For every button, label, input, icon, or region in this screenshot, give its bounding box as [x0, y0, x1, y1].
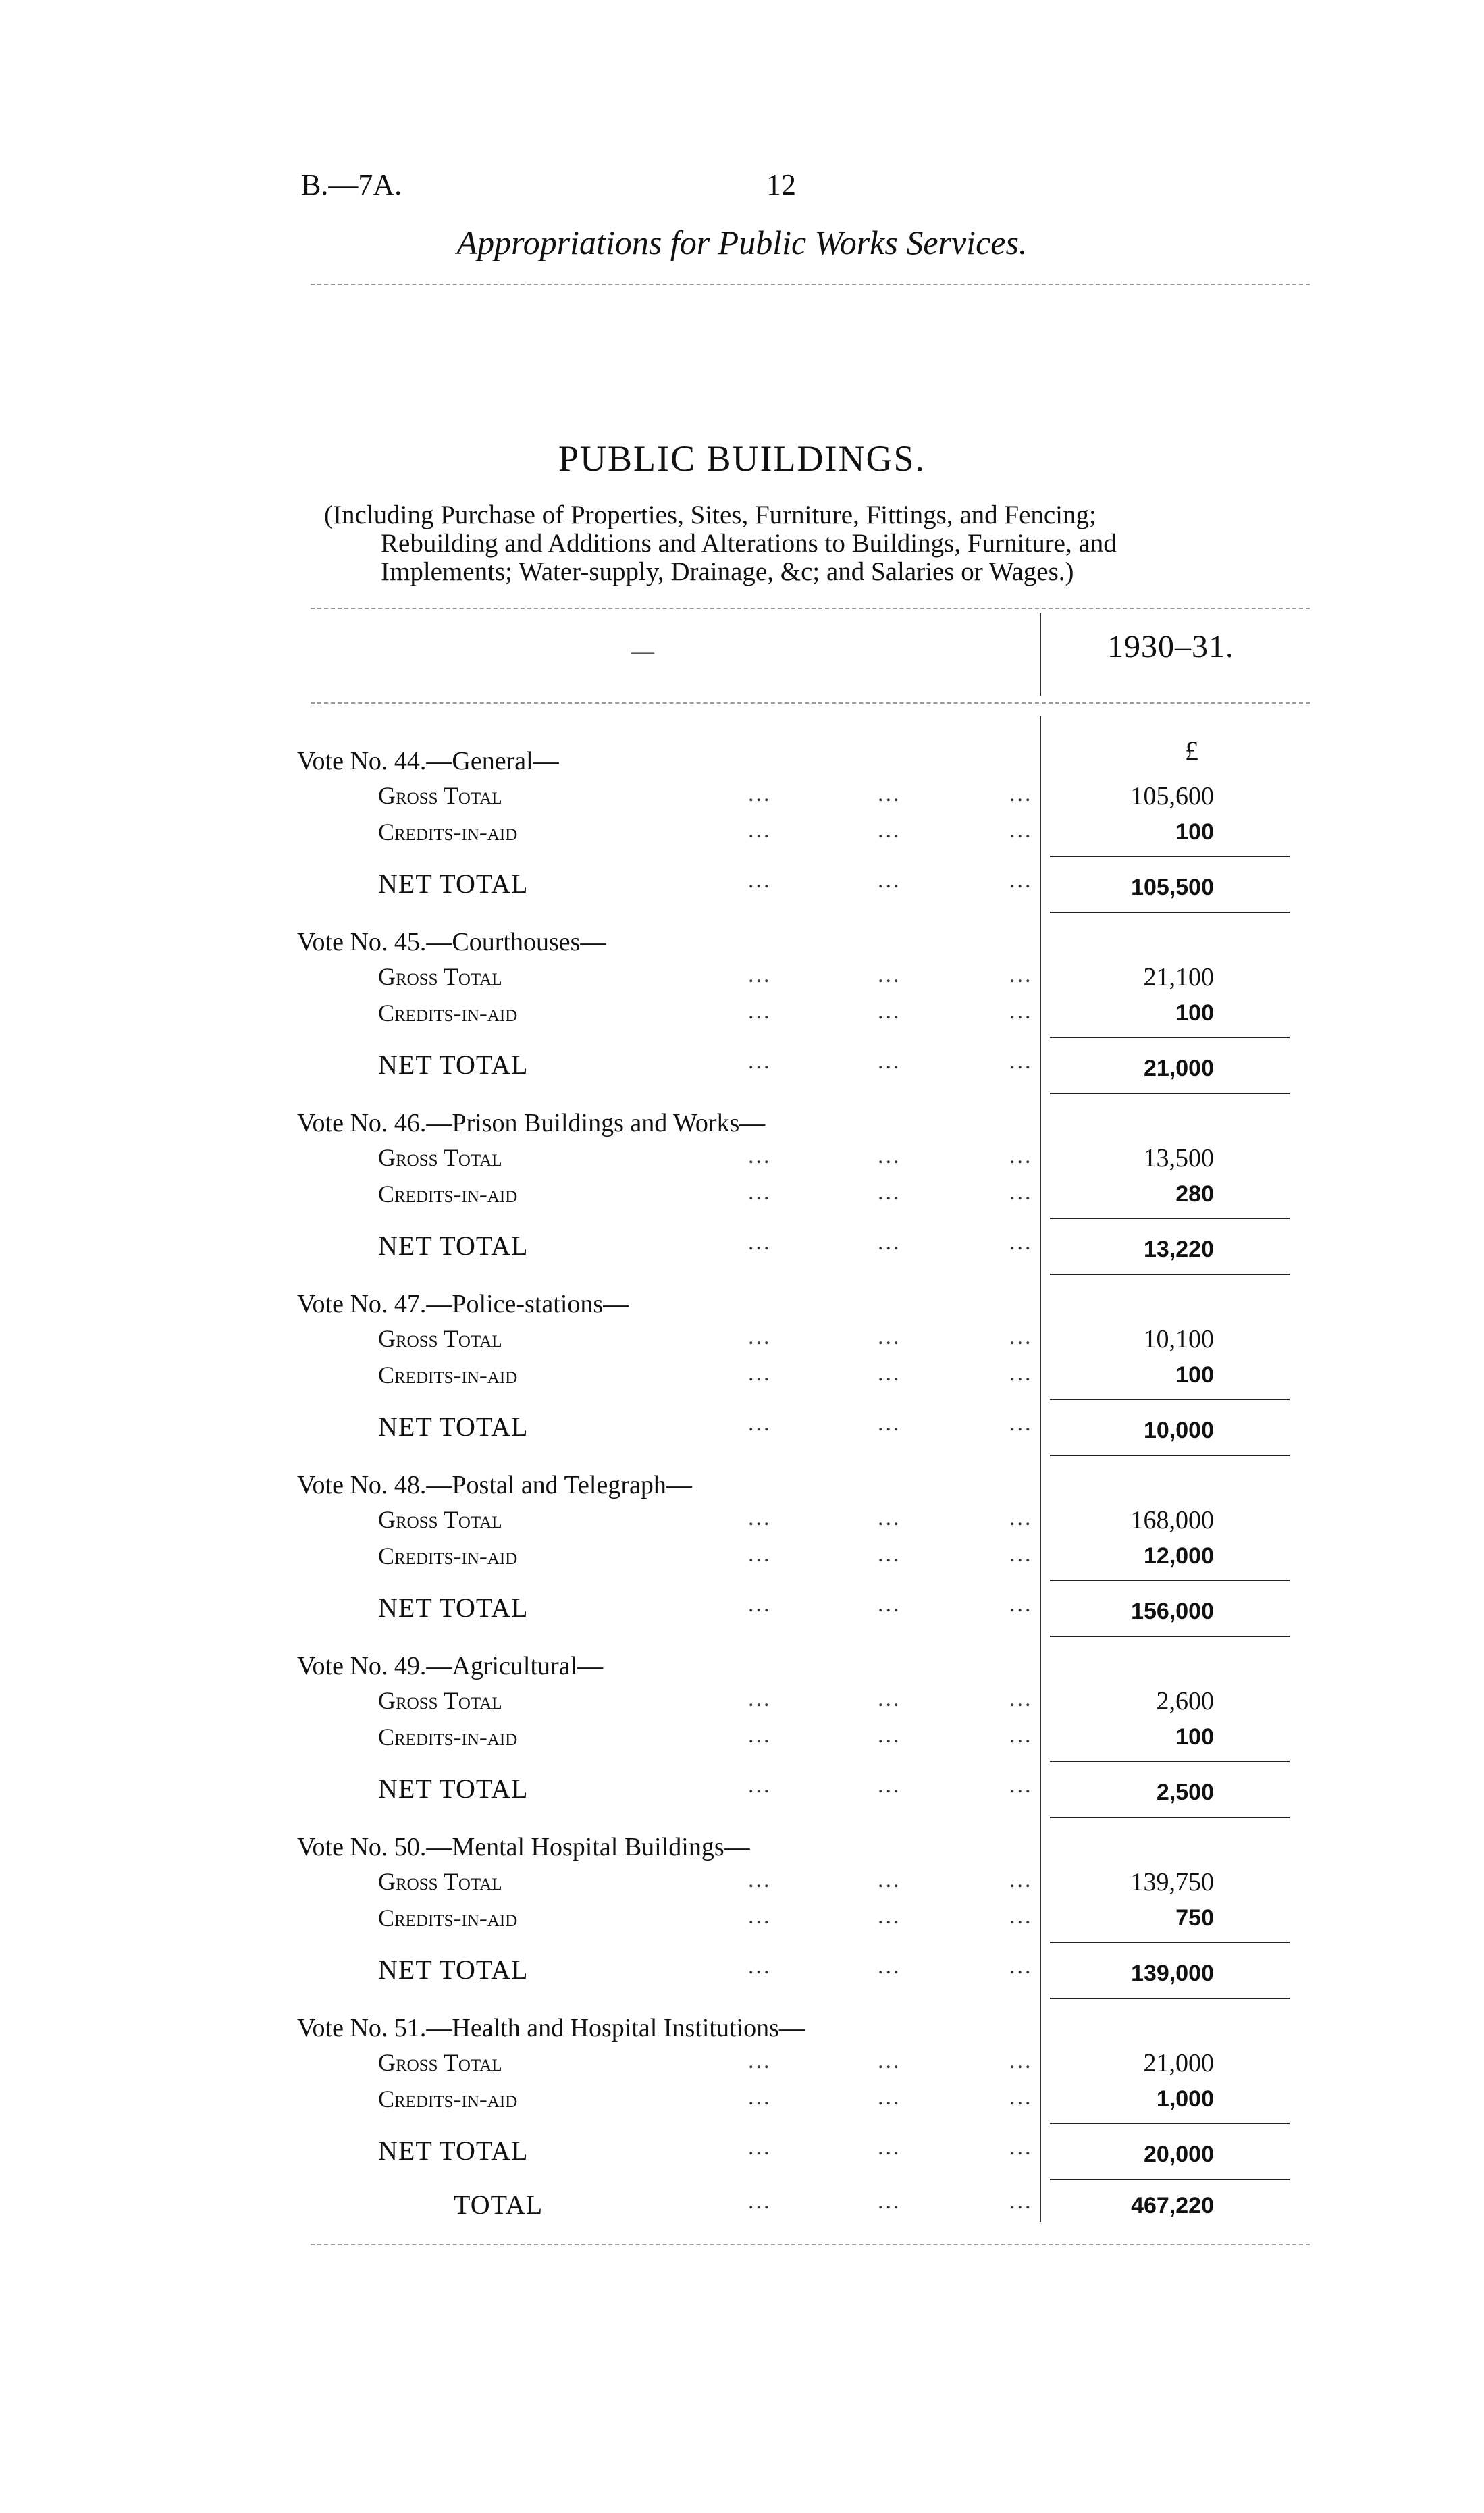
- subtotal-rule: [1050, 2123, 1290, 2124]
- net-total-rule: [1050, 1093, 1290, 1094]
- gross-total-dots: ...: [748, 1324, 772, 1349]
- gross-total-dots: ...: [1009, 962, 1033, 987]
- credits-in-aid-dots: ...: [878, 818, 901, 843]
- description-line: Rebuilding and Additions and Alterations to Buildings, Furniture, and: [381, 529, 1117, 558]
- credits-in-aid-value: 100: [1175, 1362, 1214, 1388]
- credits-in-aid-label: Credits-in-aid: [378, 819, 518, 846]
- gross-total-label: Gross Total: [378, 2049, 502, 2076]
- gross-total-dots: ...: [1009, 2048, 1033, 2073]
- gross-total-value: 10,100: [1143, 1325, 1214, 1353]
- net-total-value: 156,000: [1131, 1599, 1214, 1624]
- gross-total-label: Gross Total: [378, 1868, 502, 1895]
- credits-in-aid-value: 100: [1175, 1724, 1214, 1750]
- grand-total-label: TOTAL: [454, 2190, 544, 2220]
- net-total-dots: ...: [748, 1049, 772, 1074]
- grand-total-value: 467,220: [1131, 2193, 1214, 2219]
- subtotal-rule: [1050, 1580, 1290, 1581]
- gross-total-value: 168,000: [1130, 1506, 1214, 1534]
- currency-symbol: £: [1185, 735, 1198, 766]
- credits-in-aid-dots: ...: [1009, 1904, 1033, 1929]
- net-total-dots: ...: [1009, 1049, 1033, 1074]
- net-total-dots: ...: [748, 1592, 772, 1617]
- net-total-rule: [1050, 1455, 1290, 1456]
- header-bottom-rule: [311, 702, 1310, 704]
- gross-total-dots: ...: [1009, 1143, 1033, 1168]
- credits-in-aid-dots: ...: [878, 1361, 901, 1386]
- net-total-label: NET TOTAL: [378, 2135, 529, 2166]
- credits-in-aid-dots: ...: [878, 2085, 901, 2110]
- gross-total-value: 105,600: [1130, 782, 1214, 810]
- gross-total-dots: ...: [878, 2048, 901, 2073]
- net-total-value: 139,000: [1131, 1961, 1214, 1986]
- gross-total-dots: ...: [1009, 781, 1033, 806]
- credits-in-aid-dots: ...: [748, 2085, 772, 2110]
- description-line: (Including Purchase of Properties, Sites, Furniture, Fittings, and Fencing;: [324, 500, 1096, 529]
- gross-total-dots: ...: [748, 962, 772, 987]
- gross-total-dots: ...: [748, 2048, 772, 2073]
- credits-in-aid-label: Credits-in-aid: [378, 1362, 518, 1389]
- gross-total-dots: ...: [878, 1505, 901, 1530]
- gross-total-label: Gross Total: [378, 782, 502, 809]
- net-total-dots: ...: [1009, 868, 1033, 893]
- net-total-label: NET TOTAL: [378, 869, 529, 899]
- credits-in-aid-dots: ...: [878, 1542, 901, 1567]
- net-total-dots: ...: [748, 1773, 772, 1798]
- credits-in-aid-dots: ...: [748, 1904, 772, 1929]
- gross-total-label: Gross Total: [378, 1325, 502, 1352]
- page-number: 12: [766, 168, 796, 201]
- net-total-dots: ...: [748, 1411, 772, 1436]
- credits-in-aid-value: 12,000: [1144, 1543, 1214, 1569]
- net-total-rule: [1050, 1817, 1290, 1818]
- vote-heading: Vote No. 51.—Health and Hospital Institutions—: [297, 2014, 805, 2042]
- net-total-label: NET TOTAL: [378, 1050, 529, 1080]
- credits-in-aid-label: Credits-in-aid: [378, 1181, 518, 1208]
- credits-in-aid-dots: ...: [878, 1180, 901, 1205]
- gross-total-dots: ...: [748, 1867, 772, 1892]
- credits-in-aid-dots: ...: [1009, 2085, 1033, 2110]
- section-description: [324, 501, 1269, 586]
- credits-in-aid-dots: ...: [748, 818, 772, 843]
- vote-heading: Vote No. 48.—Postal and Telegraph—: [297, 1471, 692, 1499]
- vote-heading: Vote No. 47.—Police-stations—: [297, 1290, 629, 1318]
- gross-total-label: Gross Total: [378, 1687, 502, 1714]
- gross-total-dots: ...: [748, 1505, 772, 1530]
- net-total-dots: ...: [1009, 1773, 1033, 1798]
- credits-in-aid-dots: ...: [878, 1723, 901, 1748]
- section-title: PUBLIC BUILDINGS.: [558, 438, 926, 479]
- credits-in-aid-dots: ...: [1009, 999, 1033, 1024]
- column-divider: [1040, 613, 1041, 696]
- gross-total-dots: ...: [878, 781, 901, 806]
- table-bottom-rule: [311, 2244, 1310, 2245]
- description-line: Implements; Water-supply, Drainage, &c; and Salaries or Wages.): [381, 557, 1074, 586]
- credits-in-aid-dots: ...: [748, 1361, 772, 1386]
- net-total-value: 20,000: [1144, 2142, 1214, 2167]
- gross-total-value: 139,750: [1130, 1868, 1214, 1896]
- credits-in-aid-dots: ...: [1009, 1723, 1033, 1748]
- net-total-dots: ...: [1009, 1954, 1033, 1979]
- gross-total-dots: ...: [1009, 1686, 1033, 1711]
- net-total-dots: ...: [878, 1049, 901, 1074]
- header-rule: [311, 284, 1310, 285]
- credits-in-aid-dots: ...: [1009, 1542, 1033, 1567]
- vote-heading: Vote No. 50.—Mental Hospital Buildings—: [297, 1833, 750, 1861]
- credits-in-aid-dots: ...: [748, 1723, 772, 1748]
- grand-total-dots: ...: [878, 2189, 901, 2214]
- credits-in-aid-dots: ...: [1009, 1361, 1033, 1386]
- credits-in-aid-value: 1,000: [1156, 2086, 1214, 2112]
- credits-in-aid-dots: ...: [878, 999, 901, 1024]
- credits-in-aid-label: Credits-in-aid: [378, 1000, 518, 1027]
- gross-total-dots: ...: [878, 1686, 901, 1711]
- subtotal-rule: [1050, 1218, 1290, 1219]
- page-title: Appropriations for Public Works Services.: [456, 224, 1028, 261]
- net-total-rule: [1050, 2179, 1290, 2180]
- net-total-dots: ...: [878, 1773, 901, 1798]
- credits-in-aid-dots: ...: [748, 1542, 772, 1567]
- gross-total-dots: ...: [1009, 1324, 1033, 1349]
- gross-total-value: 21,000: [1143, 2049, 1214, 2077]
- credits-in-aid-dots: ...: [748, 1180, 772, 1205]
- net-total-rule: [1050, 1998, 1290, 1999]
- net-total-dots: ...: [878, 1411, 901, 1436]
- gross-total-dots: ...: [1009, 1867, 1033, 1892]
- credits-in-aid-label: Credits-in-aid: [378, 1905, 518, 1932]
- gross-total-value: 13,500: [1143, 1144, 1214, 1172]
- gross-total-dots: ...: [878, 1867, 901, 1892]
- net-total-value: 21,000: [1144, 1056, 1214, 1081]
- subtotal-rule: [1050, 1761, 1290, 1762]
- credits-in-aid-value: 280: [1175, 1181, 1214, 1207]
- net-total-value: 2,500: [1156, 1780, 1214, 1805]
- gross-total-dots: ...: [878, 962, 901, 987]
- year-column-header: 1930–31.: [1107, 629, 1234, 665]
- gross-total-dots: ...: [878, 1324, 901, 1349]
- net-total-dots: ...: [878, 2135, 901, 2160]
- net-total-rule: [1050, 1274, 1290, 1275]
- credits-in-aid-dots: ...: [748, 999, 772, 1024]
- net-total-value: 105,500: [1131, 875, 1214, 900]
- net-total-value: 13,220: [1144, 1237, 1214, 1262]
- net-total-label: NET TOTAL: [378, 1230, 529, 1261]
- credits-in-aid-value: 750: [1175, 1905, 1214, 1931]
- net-total-dots: ...: [878, 1592, 901, 1617]
- net-total-dots: ...: [878, 868, 901, 893]
- gross-total-value: 2,600: [1156, 1687, 1214, 1715]
- gross-total-dots: ...: [748, 781, 772, 806]
- subtotal-rule: [1050, 1399, 1290, 1400]
- subtotal-rule: [1050, 856, 1290, 857]
- credits-in-aid-dots: ...: [1009, 1180, 1033, 1205]
- vote-heading: Vote No. 45.—Courthouses—: [297, 928, 606, 956]
- net-total-dots: ...: [1009, 1592, 1033, 1617]
- vote-heading: Vote No. 46.—Prison Buildings and Works—: [297, 1109, 766, 1137]
- credits-in-aid-dots: ...: [1009, 818, 1033, 843]
- grand-total-dots: ...: [748, 2189, 772, 2214]
- gross-total-dots: ...: [748, 1143, 772, 1168]
- net-total-dots: ...: [1009, 1411, 1033, 1436]
- gross-total-dots: ...: [1009, 1505, 1033, 1530]
- credits-in-aid-label: Credits-in-aid: [378, 2085, 518, 2113]
- gross-total-label: Gross Total: [378, 1144, 502, 1171]
- vote-heading: Vote No. 49.—Agricultural—: [297, 1652, 604, 1680]
- net-total-dots: ...: [748, 1954, 772, 1979]
- table-top-rule: [311, 608, 1310, 609]
- gross-total-dots: ...: [878, 1143, 901, 1168]
- net-total-dots: ...: [1009, 2135, 1033, 2160]
- net-total-label: NET TOTAL: [378, 1411, 529, 1442]
- grand-total-dots: ...: [1009, 2189, 1033, 2214]
- credits-in-aid-label: Credits-in-aid: [378, 1724, 518, 1751]
- net-total-rule: [1050, 912, 1290, 913]
- net-total-dots: ...: [878, 1954, 901, 1979]
- net-total-label: NET TOTAL: [378, 1592, 529, 1623]
- credits-in-aid-label: Credits-in-aid: [378, 1543, 518, 1570]
- net-total-value: 10,000: [1144, 1418, 1214, 1443]
- credits-in-aid-value: 100: [1175, 1000, 1214, 1026]
- left-column-header: —: [631, 639, 654, 664]
- net-total-label: NET TOTAL: [378, 1773, 529, 1804]
- gross-total-value: 21,100: [1143, 963, 1214, 991]
- subtotal-rule: [1050, 1037, 1290, 1038]
- net-total-dots: ...: [748, 868, 772, 893]
- net-total-dots: ...: [748, 2135, 772, 2160]
- net-total-rule: [1050, 1636, 1290, 1637]
- subtotal-rule: [1050, 1942, 1290, 1943]
- net-total-dots: ...: [1009, 1230, 1033, 1255]
- net-total-dots: ...: [878, 1230, 901, 1255]
- document-reference: B.—7A.: [301, 168, 402, 201]
- vote-heading: Vote No. 44.—General—: [297, 747, 559, 775]
- net-total-label: NET TOTAL: [378, 1954, 529, 1985]
- gross-total-dots: ...: [748, 1686, 772, 1711]
- column-divider: [1040, 716, 1041, 2222]
- credits-in-aid-dots: ...: [878, 1904, 901, 1929]
- gross-total-label: Gross Total: [378, 963, 502, 990]
- credits-in-aid-value: 100: [1175, 819, 1214, 845]
- net-total-dots: ...: [748, 1230, 772, 1255]
- gross-total-label: Gross Total: [378, 1506, 502, 1533]
